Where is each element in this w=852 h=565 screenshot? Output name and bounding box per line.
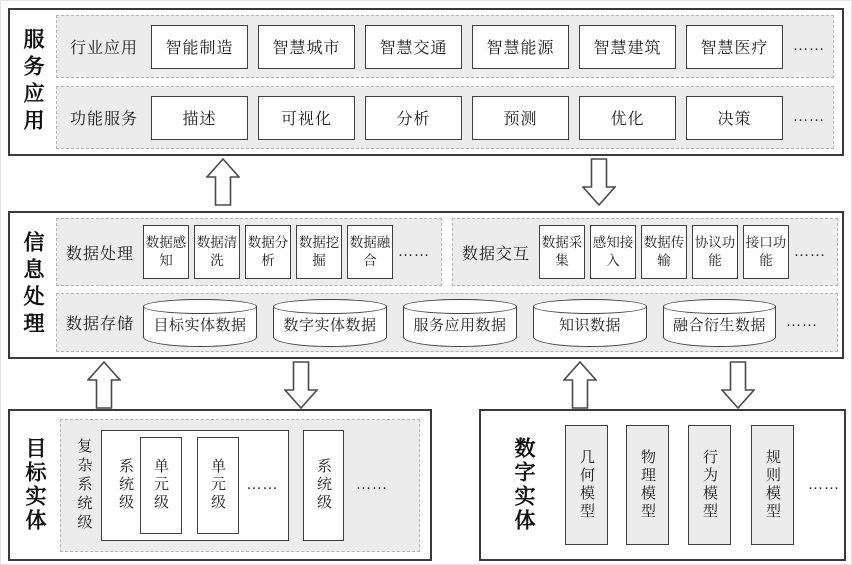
service-layer-label: 服务应用 [21, 28, 45, 136]
complex-system-label: 复杂系统级 [75, 437, 92, 533]
cylinder-top [273, 299, 387, 314]
data-processing-box: 数据融合 [347, 225, 393, 279]
model-ellipsis: …… [808, 476, 840, 493]
target-entity-label: 目标实体 [23, 437, 47, 533]
model-label: 几何模型 [578, 449, 594, 521]
database-cylinder [403, 299, 517, 347]
data-interaction-box: 接口功能 [743, 225, 789, 279]
model-label: 物理模型 [639, 449, 655, 521]
database-cylinder [273, 299, 387, 347]
data-interaction-ellipsis: …… [794, 243, 826, 260]
data-processing-box: 数据分析 [245, 225, 291, 279]
model-box [751, 425, 794, 545]
service-rows [56, 10, 842, 154]
industry-app-box: 智慧城市 [258, 25, 355, 69]
cylinder-top [143, 299, 257, 314]
industry-app-box: 智能制造 [151, 25, 248, 69]
model-box [688, 425, 731, 545]
target-entity-layer [8, 409, 432, 561]
data-interaction-box: 协议功能 [692, 225, 738, 279]
arrow-down-icon [284, 361, 318, 409]
data-interaction-box: 数据采集 [539, 225, 585, 279]
unit-level-label: 单元级 [152, 458, 168, 512]
function-service-label: 功能服务 [69, 111, 138, 128]
info-top-row [56, 218, 838, 286]
info-layer-label: 信息处理 [21, 231, 45, 339]
model-label: 规则模型 [764, 449, 780, 521]
industry-app-ellipsis: …… [793, 38, 825, 54]
arrow-down-icon [721, 361, 755, 409]
info-rows [56, 213, 846, 357]
complex-system-group [60, 419, 420, 552]
information-processing-layer [8, 211, 844, 359]
industry-application-row [56, 15, 834, 78]
arrow-up-icon [87, 361, 121, 409]
model-box [565, 425, 608, 545]
industry-app-box: 智慧能源 [472, 25, 569, 69]
industry-app-box: 智慧医疗 [686, 25, 783, 69]
industry-app-box: 智慧交通 [365, 25, 462, 69]
data-processing-box: 数据清洗 [194, 225, 240, 279]
arrow-up-icon [563, 361, 597, 409]
cylinder-top [403, 299, 517, 314]
model-box [626, 425, 669, 545]
database-cylinder [663, 299, 776, 347]
data-processing-label: 数据处理 [65, 245, 134, 263]
industry-app-box: 智慧建筑 [579, 25, 676, 69]
data-processing-box: 数据挖掘 [296, 225, 342, 279]
database-cylinder [533, 299, 647, 347]
unit-level-box [197, 437, 239, 534]
data-processing-group [56, 218, 442, 286]
system-level-box [303, 430, 344, 541]
unit-level-box [140, 437, 182, 534]
data-interaction-box: 数据传输 [641, 225, 687, 279]
storage-item-label: 服务应用数据 [413, 317, 507, 334]
data-storage-row [56, 293, 838, 352]
digital-entity-layer [479, 409, 846, 561]
service-application-layer [8, 8, 844, 156]
data-interaction-label: 数据交互 [461, 245, 530, 263]
function-box: 决策 [686, 96, 783, 140]
function-box: 预测 [472, 96, 569, 140]
function-box: 优化 [579, 96, 676, 140]
data-storage-label: 数据存储 [65, 316, 134, 333]
storage-item-label: 知识数据 [558, 317, 621, 334]
function-ellipsis: …… [793, 109, 825, 125]
function-service-row [56, 86, 834, 149]
system-ellipsis: …… [356, 476, 388, 493]
data-processing-box: 数据感知 [143, 225, 189, 279]
function-box: 可视化 [258, 96, 355, 140]
system-level-box [101, 430, 289, 541]
storage-item-label: 目标实体数据 [153, 317, 247, 334]
storage-item-label: 融合衍生数据 [672, 317, 766, 334]
database-cylinder [143, 299, 257, 347]
system-level-label: 系统级 [117, 458, 133, 512]
digital-entity-label: 数字实体 [512, 437, 536, 533]
function-box: 分析 [365, 96, 462, 140]
function-box: 描述 [151, 96, 248, 140]
cylinder-top [533, 299, 647, 314]
storage-ellipsis: …… [786, 314, 818, 330]
cylinder-top [663, 299, 776, 314]
data-processing-ellipsis: …… [398, 243, 430, 260]
arrow-down-icon [582, 158, 616, 206]
unit-ellipsis: …… [246, 476, 279, 493]
industry-application-label: 行业应用 [69, 40, 138, 57]
model-label: 行为模型 [701, 449, 717, 521]
unit-level-label: 单元级 [209, 458, 225, 512]
data-interaction-group [452, 218, 838, 286]
data-interaction-box: 感知接入 [590, 225, 636, 279]
storage-item-label: 数字实体数据 [283, 317, 377, 334]
system-level-label: 系统级 [315, 458, 331, 512]
arrow-up-icon [206, 158, 240, 206]
